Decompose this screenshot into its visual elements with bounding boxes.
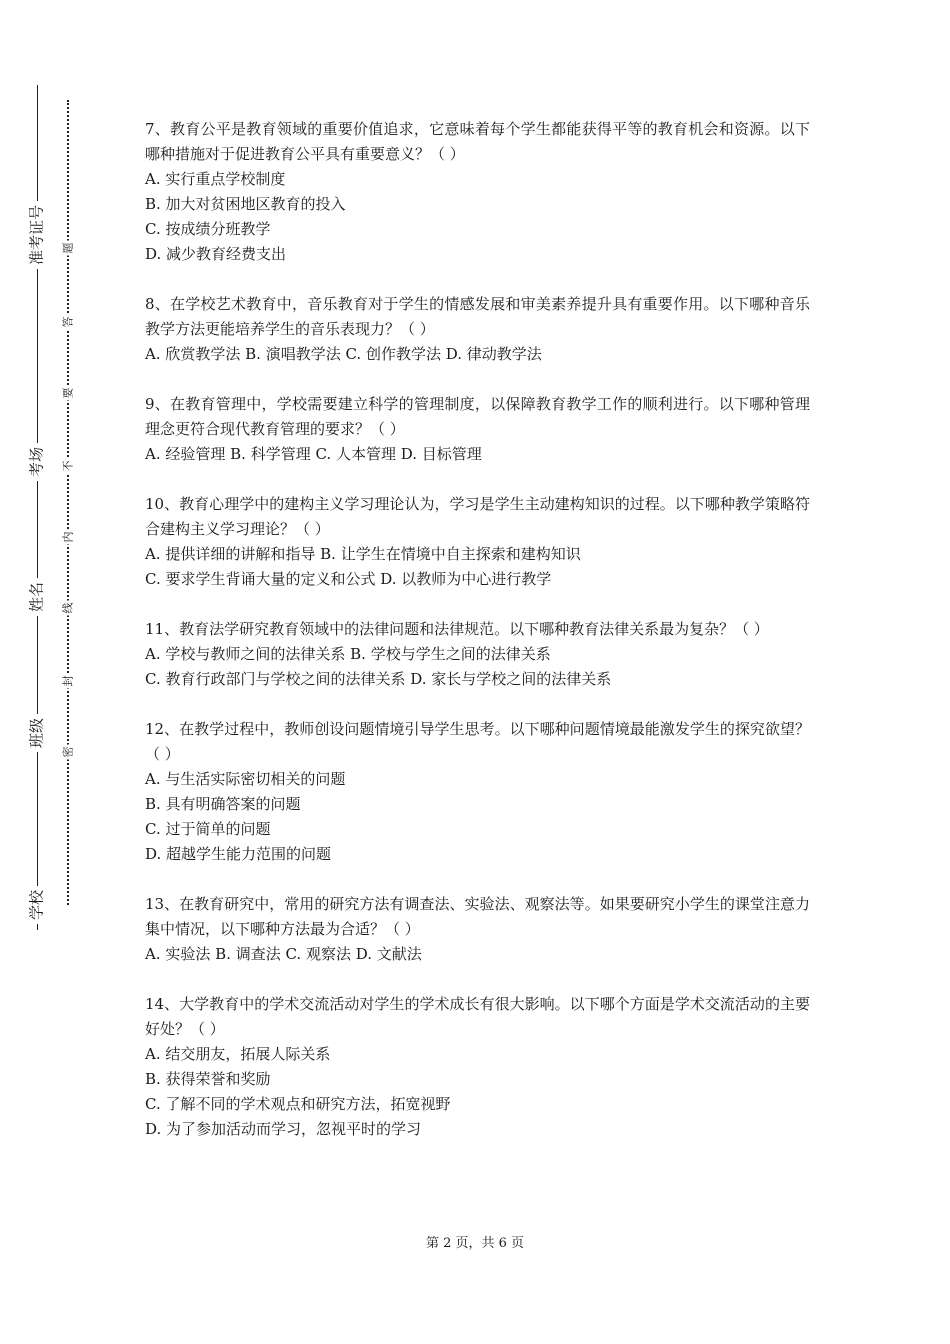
answer-option[interactable]: A. 与生活实际密切相关的问题 — [145, 770, 346, 788]
answer-options-line[interactable]: A. 欣赏教学法 B. 演唱教学法 C. 创作教学法 D. 律动教学法 — [145, 345, 542, 363]
exam-room-field[interactable]: 考场 — [30, 443, 45, 481]
question-7 — [145, 117, 810, 267]
answer-options-line[interactable]: A. 提供详细的讲解和指导 B. 让学生在情境中自主探索和建构知识 — [145, 545, 581, 563]
question-stem: 7、教育公平是教育领域的重要价值追求，它意味着每个学生都能获得平等的教育机会和资源。以下哪种措施对于促进教育公平具有重要意义？（ ） — [145, 120, 810, 163]
answer-option[interactable]: C. 过于简单的问题 — [145, 820, 271, 838]
name-field[interactable]: 姓名 — [30, 578, 45, 616]
answer-option[interactable]: A. 结交朋友，拓展人际关系 — [145, 1045, 331, 1063]
question-11 — [145, 617, 810, 692]
seal-char: 内 — [61, 531, 75, 543]
answer-options-line[interactable]: C. 要求学生背诵大量的定义和公式 D. 以教师为中心进行教学 — [145, 570, 552, 588]
answer-options-line[interactable]: A. 实验法 B. 调查法 C. 观察法 D. 文献法 — [145, 945, 422, 963]
question-stem: 11、教育法学研究教育领域中的法律问题和法律规范。以下哪种教育法律关系最为复杂？（ ） — [145, 620, 769, 638]
seal-char: 不 — [61, 460, 75, 472]
answer-options-line[interactable]: A. 学校与教师之间的法律关系 B. 学校与学生之间的法律关系 — [145, 645, 551, 663]
answer-option[interactable]: A. 实行重点学校制度 — [145, 170, 286, 188]
seal-char: 线 — [61, 602, 75, 614]
school-field[interactable]: 学校 — [30, 886, 45, 924]
question-stem: 9、在教育管理中，学校需要建立科学的管理制度，以保障教育教学工作的顺利进行。以下哪种管理理念更符合现代教育管理的要求？（ ） — [145, 395, 810, 438]
question-10 — [145, 492, 810, 592]
question-8 — [145, 292, 810, 367]
answer-option[interactable]: D. 减少教育经费支出 — [145, 245, 287, 263]
answer-option[interactable]: B. 具有明确答案的问题 — [145, 795, 301, 813]
answer-option[interactable]: C. 了解不同的学术观点和研究方法，拓宽视野 — [145, 1095, 451, 1113]
question-14 — [145, 992, 810, 1142]
question-12 — [145, 717, 810, 867]
question-stem: 14、大学教育中的学术交流活动对学生的学术成长有很大影响。以下哪个方面是学术交流活动的主要好处？（ ） — [145, 995, 810, 1038]
seal-char: 密 — [61, 746, 75, 758]
seal-char: 题 — [61, 242, 75, 254]
answer-option[interactable]: C. 按成绩分班教学 — [145, 220, 271, 238]
binding-seal-line — [67, 100, 69, 905]
binding-margin — [0, 0, 110, 1344]
seal-char: 要 — [61, 387, 75, 399]
question-stem: 13、在教育研究中，常用的研究方法有调查法、实验法、观察法等。如果要研究小学生的课堂注意力集中情况，以下哪种方法最为合适？（ ） — [145, 895, 810, 938]
question-stem: 10、教育心理学中的建构主义学习理论认为，学习是学生主动建构知识的过程。以下哪种教学策略符合建构主义学习理论？（ ） — [145, 495, 810, 538]
seal-char: 封 — [61, 675, 75, 687]
question-list — [145, 117, 810, 1167]
answer-option[interactable]: B. 获得荣誉和奖励 — [145, 1070, 271, 1088]
answer-option[interactable]: B. 加大对贫困地区教育的投入 — [145, 195, 346, 213]
answer-option[interactable]: D. 为了参加活动而学习，忽视平时的学习 — [145, 1120, 422, 1138]
question-9 — [145, 392, 810, 467]
seal-char: 答 — [61, 316, 75, 328]
answer-option[interactable]: D. 超越学生能力范围的问题 — [145, 845, 332, 863]
answer-options-line[interactable]: C. 教育行政部门与学校之间的法律关系 D. 家长与学校之间的法律关系 — [145, 670, 612, 688]
question-13 — [145, 892, 810, 967]
answer-options-line[interactable]: A. 经验管理 B. 科学管理 C. 人本管理 D. 目标管理 — [145, 445, 482, 463]
exam-number-field[interactable]: 准考证号 — [30, 201, 45, 269]
class-field[interactable]: 班级 — [30, 714, 45, 752]
question-stem: 12、在教学过程中，教师创设问题情境引导学生思考。以下哪种问题情境最能激发学生的探究欲望？（ ） — [145, 720, 810, 763]
page-number: 第 2 页，共 6 页 — [425, 1236, 525, 1251]
question-stem: 8、在学校艺术教育中，音乐教育对于学生的情感发展和审美素养提升具有重要作用。以下哪种音乐教学方法更能培养学生的音乐表现力？（ ） — [145, 295, 810, 338]
